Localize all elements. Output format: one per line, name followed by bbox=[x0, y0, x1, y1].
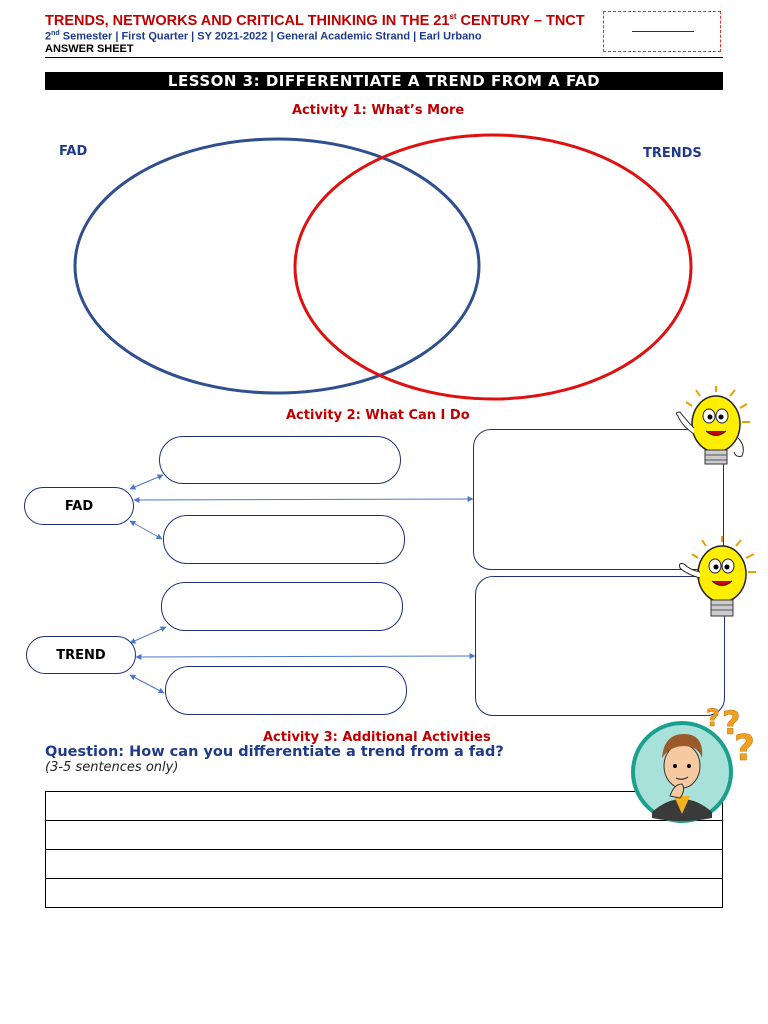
venn-label-fad: FAD bbox=[59, 144, 88, 159]
answer-cell[interactable] bbox=[46, 792, 723, 821]
trend-arrow-top bbox=[130, 627, 166, 643]
svg-text:?: ? bbox=[734, 728, 755, 769]
lightbulb-icon bbox=[664, 386, 752, 472]
answer-cell[interactable] bbox=[46, 879, 723, 908]
venn-label-trends: TRENDS bbox=[643, 146, 702, 161]
lightbulb-icon bbox=[674, 538, 760, 622]
svg-text:?: ? bbox=[722, 704, 741, 742]
activity2-title: Activity 2: What Can I Do bbox=[286, 408, 470, 423]
fad-node: FAD bbox=[24, 487, 134, 525]
answer-cell[interactable] bbox=[46, 850, 723, 879]
answer-line-4[interactable] bbox=[46, 879, 723, 908]
answer-lines bbox=[45, 791, 723, 908]
answer-cell[interactable] bbox=[46, 821, 723, 850]
thinking-boy-icon bbox=[630, 700, 766, 822]
activity3-note: (3-5 sentences only) bbox=[45, 760, 179, 775]
trend-arrow-middle bbox=[136, 656, 475, 657]
fad-arrow-top bbox=[130, 475, 163, 489]
answer-line-2[interactable] bbox=[46, 821, 723, 850]
venn-circle-fad[interactable] bbox=[75, 139, 479, 393]
header-title: TRENDS, NETWORKS AND CRITICAL THINKING IN THE 21st CENTURY – TNCT bbox=[45, 12, 585, 29]
trend-answer-box-2[interactable] bbox=[165, 666, 407, 715]
activity3-title: Activity 3: Additional Activities bbox=[263, 730, 491, 745]
answer-sheet-label: ANSWER SHEET bbox=[45, 43, 134, 55]
fad-answer-box-1[interactable] bbox=[159, 436, 401, 484]
fad-arrow-bottom bbox=[130, 521, 162, 539]
trend-answer-box-1[interactable] bbox=[161, 582, 403, 631]
question-marks-icon: ? bbox=[706, 704, 720, 732]
trend-node: TREND bbox=[26, 636, 136, 674]
activity1-title: Activity 1: What’s More bbox=[292, 103, 465, 118]
venn-circle-trends[interactable] bbox=[295, 135, 691, 399]
trend-arrow-bottom bbox=[130, 675, 164, 693]
header-subtitle: 2nd Semester | First Quarter | SY 2021-2022 | General Academic Strand | Earl Urbano bbox=[45, 30, 482, 43]
lesson-title: LESSON 3: DIFFERENTIATE A TREND FROM A FAD bbox=[45, 72, 723, 90]
answer-line-1[interactable] bbox=[46, 792, 723, 821]
fad-answer-box-2[interactable] bbox=[163, 515, 405, 564]
fad-arrow-middle bbox=[134, 499, 473, 500]
answer-line-3[interactable] bbox=[46, 850, 723, 879]
activity3-question: Question: How can you differentiate a trend from a fad? bbox=[45, 744, 504, 760]
